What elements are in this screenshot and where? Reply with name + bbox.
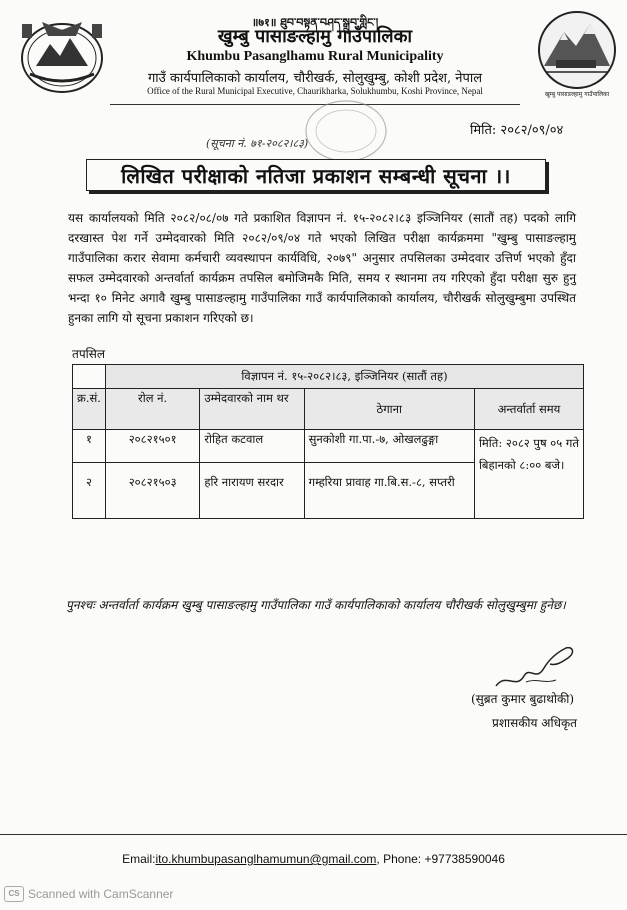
phone-label: , Phone: (376, 852, 425, 866)
office-address-nepali: गाउँ कार्यपालिकाको कार्यालय, चौरीखर्क, सोलुखुम्बु, कोशी प्रदेश, नेपाल (147, 71, 483, 86)
column-header-sn: क्र.सं. (73, 389, 106, 430)
cell-interview-time: मिति: २०८२ पुष ०५ गते बिहानको ८:०० बजे। (474, 430, 583, 519)
footer-divider (0, 834, 627, 835)
cell-address: सुनकोशी गा.पा.-७, ओखलढुङ्गा (304, 430, 474, 463)
footer-contact (0, 852, 627, 866)
table-row (73, 430, 584, 463)
municipality-logo (534, 10, 620, 102)
phone-number: +97738590046 (424, 852, 505, 866)
signature (486, 642, 586, 694)
signatory-title: प्रशासकीय अधिकृत (492, 716, 578, 730)
office-address-english: Office of the Rural Municipal Executive, Chaurikharka, Solukhumbu, Koshi Province, Nepal (147, 86, 483, 96)
column-header-interview-time: अन्तर्वार्ता समय (474, 389, 583, 430)
signatory-name: (सुब्रत कुमार बुढाथोकी) (471, 692, 575, 706)
notice-heading: लिखित परीक्षाको नतिजा प्रकाशन सम्बन्धी सूचना ।। (86, 159, 546, 191)
logo-caption: खुम्बु पासाङल्हामु गाउँपालिका (544, 91, 610, 98)
results-table (72, 364, 584, 519)
cell-name: हरि नारायण सरदार (200, 463, 304, 519)
table-label: तपसिल (72, 347, 106, 361)
column-header-address: ठेगाना (304, 389, 474, 430)
cell-name: रोहित कटवाल (200, 430, 304, 463)
cell-address: गम्हरिया प्रावाह गा.बि.स.-८, सप्तरी (304, 463, 474, 519)
notice-date: मिति: २०८२/०९/०४ (470, 123, 564, 138)
nepal-emblem-logo (16, 14, 108, 96)
cell-sn: २ (73, 463, 106, 519)
cell-roll: २०८२१५०३ (105, 463, 199, 519)
cell-sn: १ (73, 430, 106, 463)
table-title-row (73, 365, 584, 389)
header-motto: ॥७१॥ ཐུབ་བསྟན་བཤད་སྒྲུབ་གླིང་། (251, 16, 379, 29)
email-label: Email: (122, 852, 156, 866)
scanner-text: Scanned with CamScanner (28, 887, 174, 901)
municipality-name-english: Khumbu Pasanglhamu Rural Municipality (186, 49, 444, 64)
column-header-roll: रोल नं. (105, 389, 199, 430)
table-header-row (73, 389, 584, 430)
office-stamp (300, 96, 392, 166)
notice-number: (सूचना नं. ७१-२०८२।८३) (206, 137, 309, 150)
table-title: विज्ञापन नं. १५-२०८२।८३, इञ्जिनियर (सातौं तह) (105, 365, 583, 389)
cell-roll: २०८२१५०१ (105, 430, 199, 463)
column-header-name: उम्मेदवारको नाम थर (200, 389, 304, 430)
notice-body: यस कार्यालयको मिति २०८२/०८/०७ गते प्रकाशित विज्ञापन नं. १५-२०८२।८३ इञ्जिनियर (सातौं तह) पदको लागि दरखास्त पेश गर्ने उम्मेदवारको मिति २०८२/०९/०४ गते भएको लिखित परीक्षा कार्यक्रममा "खुम्बु पासाङल्हामु गाउँपालिका करार सेवामा कर्मचारी व्यवस्थापन कार्यविधि, २०७९" अनुसार तपसिलका उम्मेदवार उत्तिर्ण भएको हुँदा सफल उम्मेदवारको अन्तर्वार्ता कार्यक्रम तपसिल बमोजिमकै मिति, समय र स्थानमा तय गरिएको हुँदा परीक्षा सुरु हुनु भन्दा १० मिनेट अगावै खुम्बु पासाङल्हामु गाउँपालिका गाउँ कार्यपालिकाको कार्यालय, चौरीखर्क सोलुखुम्बुमा उपस्थित हुनका लागि यो सूचना प्रकाशन गरिएको छ। (68, 211, 576, 325)
camscanner-icon: CS (4, 886, 24, 902)
postscript-note: पुनश्चः अन्तर्वार्ता कार्यक्रम खुम्बु पासाङल्हामु गाउँपालिका गाउँ कार्यपालिकाको कार्यालय चौरीखर्क सोलुखुम्बुमा हुनेछ। (66, 598, 566, 612)
scanner-watermark (4, 886, 173, 902)
municipality-name-nepali: खुम्बु पासाङल्हामु गाउँपालिका (217, 26, 413, 47)
email-link[interactable]: ito.khumbupasanglhamumun@gmail.com (155, 852, 377, 866)
